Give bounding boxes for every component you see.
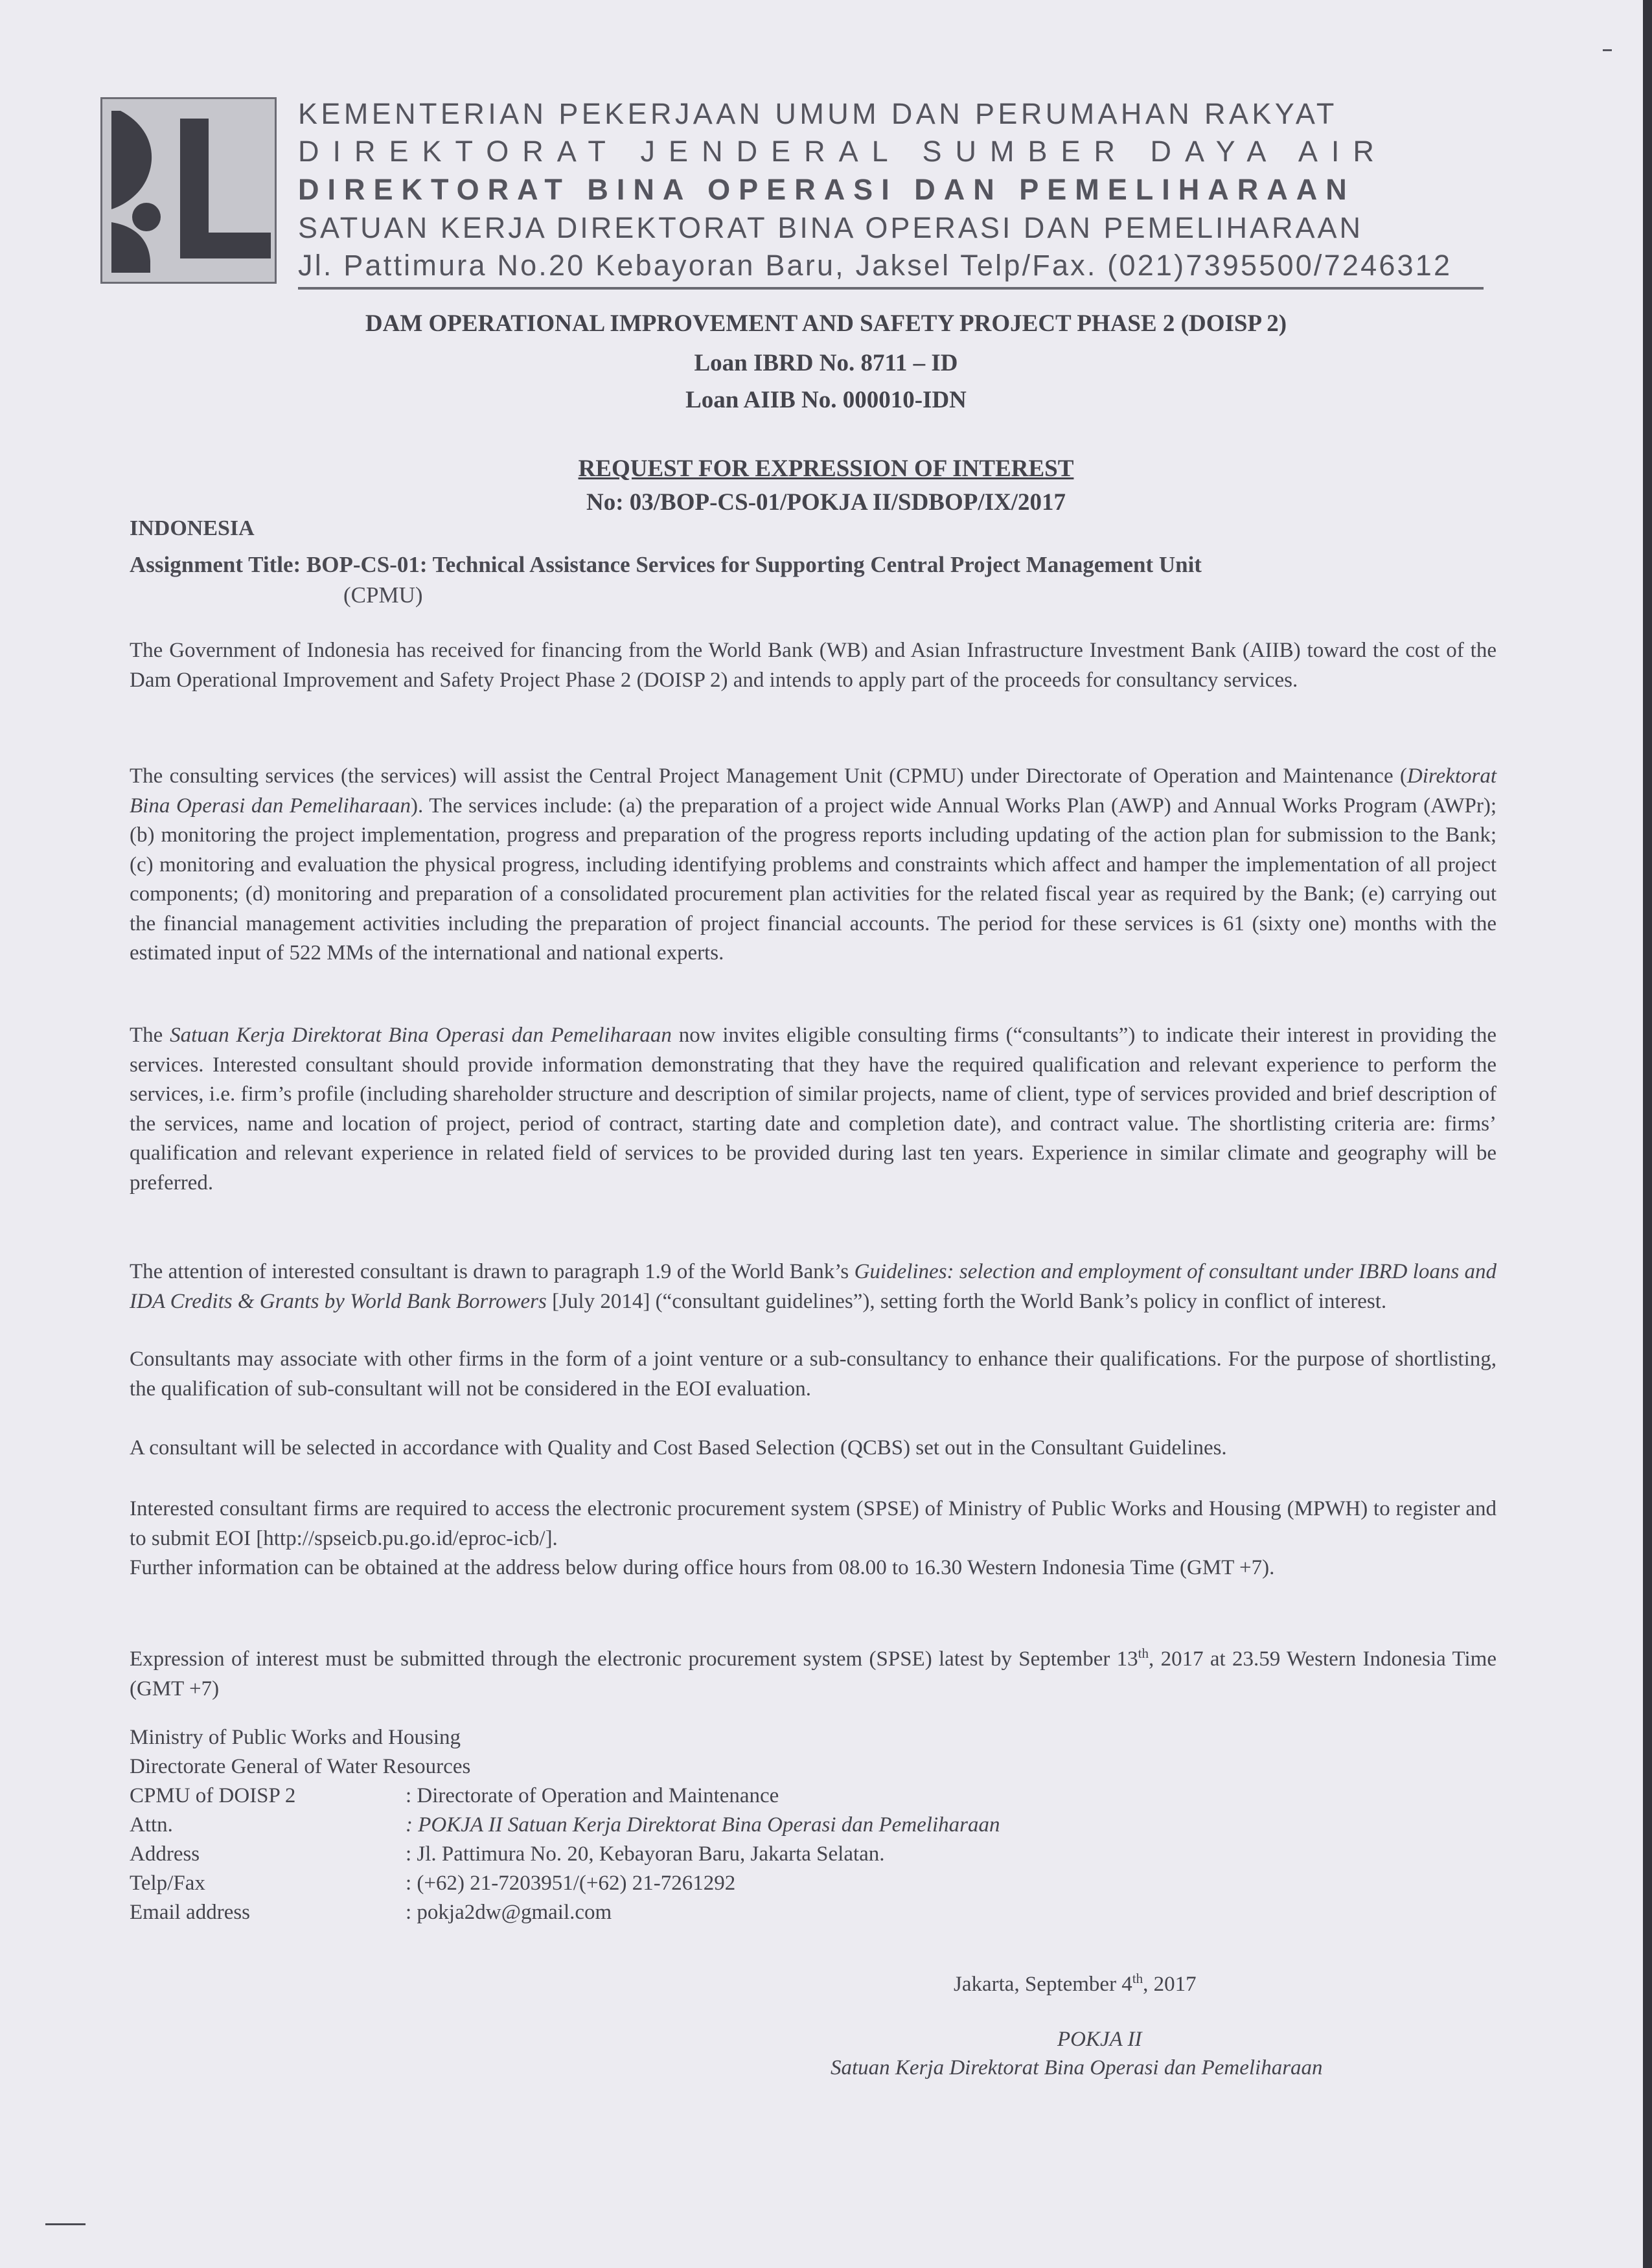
paragraph-services-italic: Direktorat Bina Operasi dan Pemeliharaan [130,764,1497,818]
paragraph-guidelines [130,1257,1497,1316]
contact-label: Attn. [130,1813,173,1837]
letterhead-address: Jl. Pattimura No.20 Kebayoran Baru, Jaksel Telp/Fax. (021)7395500/7246312 [298,249,1452,282]
contact-value: : Jl. Pattimura No. 20, Kebayoran Baru, Jakarta Selatan. [406,1842,885,1866]
paragraph-association: Consultants may associate with other firms in the form of a joint venture or a sub-consultancy to enhance their qualifications. For the purpose of shortlisting, the qualification of sub-consultant will not be considered in the EOI evaluation. [130,1347,1497,1401]
paragraph-services [130,762,1497,968]
loan-ibrd: Loan IBRD No. 8711 – ID [694,350,958,376]
assignment-title-text: Assignment Title: BOP-CS-01: Technical Assistance Services for Supporting Central Project Management Unit [130,552,1202,577]
scan-mark [1603,49,1612,51]
signature-date-text: Jakarta, September 4 [954,1973,1132,1996]
signature-name: POKJA II [1057,2028,1142,2051]
paragraph-guidelines-text: [July 2014] (“consultant guidelines”), setting forth the World Bank’s policy in conflict of interest. [546,1289,1387,1313]
contact-email: : pokja2dw@gmail.com [406,1901,612,1924]
contact-ministry: Ministry of Public Works and Housing [130,1726,461,1749]
contact-label: Address [130,1842,200,1866]
assignment-title [130,549,1497,610]
project-title: DAM OPERATIONAL IMPROVEMENT AND SAFETY PROJECT PHASE 2 (DOISP 2) [365,310,1287,337]
contact-value: : POKJA II Satuan Kerja Direktorat Bina Operasi dan Pemeliharaan [406,1813,1000,1837]
paragraph-deadline [130,1639,1497,1704]
letterhead-directorate: DIREKTORAT BINA OPERASI DAN PEMELIHARAAN [298,173,1355,206]
signature-date-sup: th [1132,1971,1143,1986]
contact-value: : (+62) 21-7203951/(+62) 21-7261292 [406,1872,736,1895]
paragraph-invitation [130,1021,1497,1198]
reoi-number: No: 03/BOP-CS-01/POKJA II/SDBOP/IX/2017 [586,489,1066,516]
contact-label: Telp/Fax [130,1872,205,1895]
country-heading: INDONESIA [130,516,255,540]
letterhead-directorate-general: DIREKTORAT JENDERAL SUMBER DAYA AIR [298,135,1388,168]
paragraph-financing: The Government of Indonesia has received for financing from the World Bank (WB) and Asian Infrastructure Investment Bank (AIIB) toward the cost of the Dam Operational Improvement and Safety Project Phase 2 (DOISP 2) and intends to apply part of the proceeds for consultancy services. [130,639,1497,692]
signature-unit: Satuan Kerja Direktorat Bina Operasi dan Pemeliharaan [831,2056,1323,2079]
ministry-logo-icon [102,99,275,282]
paragraph-guidelines-italic: Guidelines: selection and employment of consultant under IBRD loans and IDA Credits & Grants by World Bank Borrowers [130,1260,1497,1313]
scan-mark [45,2223,86,2225]
contact-value: : Directorate of Operation and Maintenance [406,1784,779,1807]
contact-directorate-general: Directorate General of Water Resources [130,1755,471,1778]
paragraph-invitation-italic: Satuan Kerja Direktorat Bina Operasi dan Pemeliharaan [170,1024,672,1047]
signature-date [954,1971,1197,1997]
paragraph-deadline-text: Expression of interest must be submitted through the electronic procurement system (SPSE) latest by September 13 [130,1647,1138,1671]
letterhead-divider [298,287,1484,290]
paragraph-selection: A consultant will be selected in accordance with Quality and Cost Based Selection (QCBS) set out in the Consultant Guidelines. [130,1436,1227,1460]
letterhead-ministry: KEMENTERIAN PEKERJAAN UMUM DAN PERUMAHAN RAKYAT [298,97,1338,130]
ministry-logo [100,97,277,284]
paragraph-invitation-text: now invites eligible consulting firms (“consultants”) to indicate their interest in providing the services. Interested consultant should provide information demonstrating that they have the required qualification and relevant experience to perform the services, i.e. firm’s profile (including shareholder structure and description of similar projects, name of client, type of services provided and brief description of the services, name and location of project, period of contract, starting date and completion date), and contract value. The shortlisting criteria are: firms’ qualification and relevant experience in related field of services to be provided during last ten years. Experience in similar climate and geography will be preferred. [130,1024,1497,1195]
signature-date-text: , 2017 [1143,1973,1197,1996]
paragraph-deadline-sup: th [1138,1645,1149,1661]
assignment-title-cont: (CPMU) [343,582,423,608]
scan-page-edge [1643,0,1652,2268]
reoi-title: REQUEST FOR EXPRESSION OF INTEREST [578,455,1074,482]
paragraph-services-text: ). The services include: (a) the preparation of a project wide Annual Works Plan (AWP) and Annual Works Program (AWPr); (b) monitoring the project implementation, progress and preparation of the progress reports including updating of the action plan for submission to the Bank; (c) monitoring and evaluation the physical progress, including identifying problems and constraints which affect and hamper the implementation of all project components; (d) monitoring and preparation of a consolidated procurement plan activities for the related fiscal year as required by the Bank; (e) carrying out the financial management activities including the preparation of project financial accounts. The period for these services is 61 (sixty one) months with the estimated input of 522 MMs of the international and national experts. [130,794,1497,965]
paragraph-registration: Interested consultant firms are required to access the electronic procurement system (SPSE) of Ministry of Public Works and Housing (MPWH) to register and to submit EOI [http://spseicb.pu.go.id/eproc-icb/]. [130,1497,1497,1550]
paragraph-deadline-text: , 2017 at 23.59 Western Indonesia Time (GMT +7) [130,1647,1497,1701]
letterhead-work-unit: SATUAN KERJA DIREKTORAT BINA OPERASI DAN PEMELIHARAAN [298,211,1364,244]
loan-aiib: Loan AIIB No. 000010-IDN [685,387,967,413]
paragraph-guidelines-text: The attention of interested consultant is drawn to paragraph 1.9 of the World Bank’s [130,1260,855,1283]
contact-label: CPMU of DOISP 2 [130,1784,296,1807]
contact-label: Email address [130,1901,251,1924]
paragraph-information: Further information can be obtained at the address below during office hours from 08.00 to 16.30 Western Indonesia Time (GMT +7). [130,1556,1275,1579]
paragraph-services-text: The consulting services (the services) will assist the Central Project Management Unit (CPMU) under Directorate of Operation and Maintenance ( [130,764,1407,788]
paragraph-invitation-text: The [130,1024,170,1047]
